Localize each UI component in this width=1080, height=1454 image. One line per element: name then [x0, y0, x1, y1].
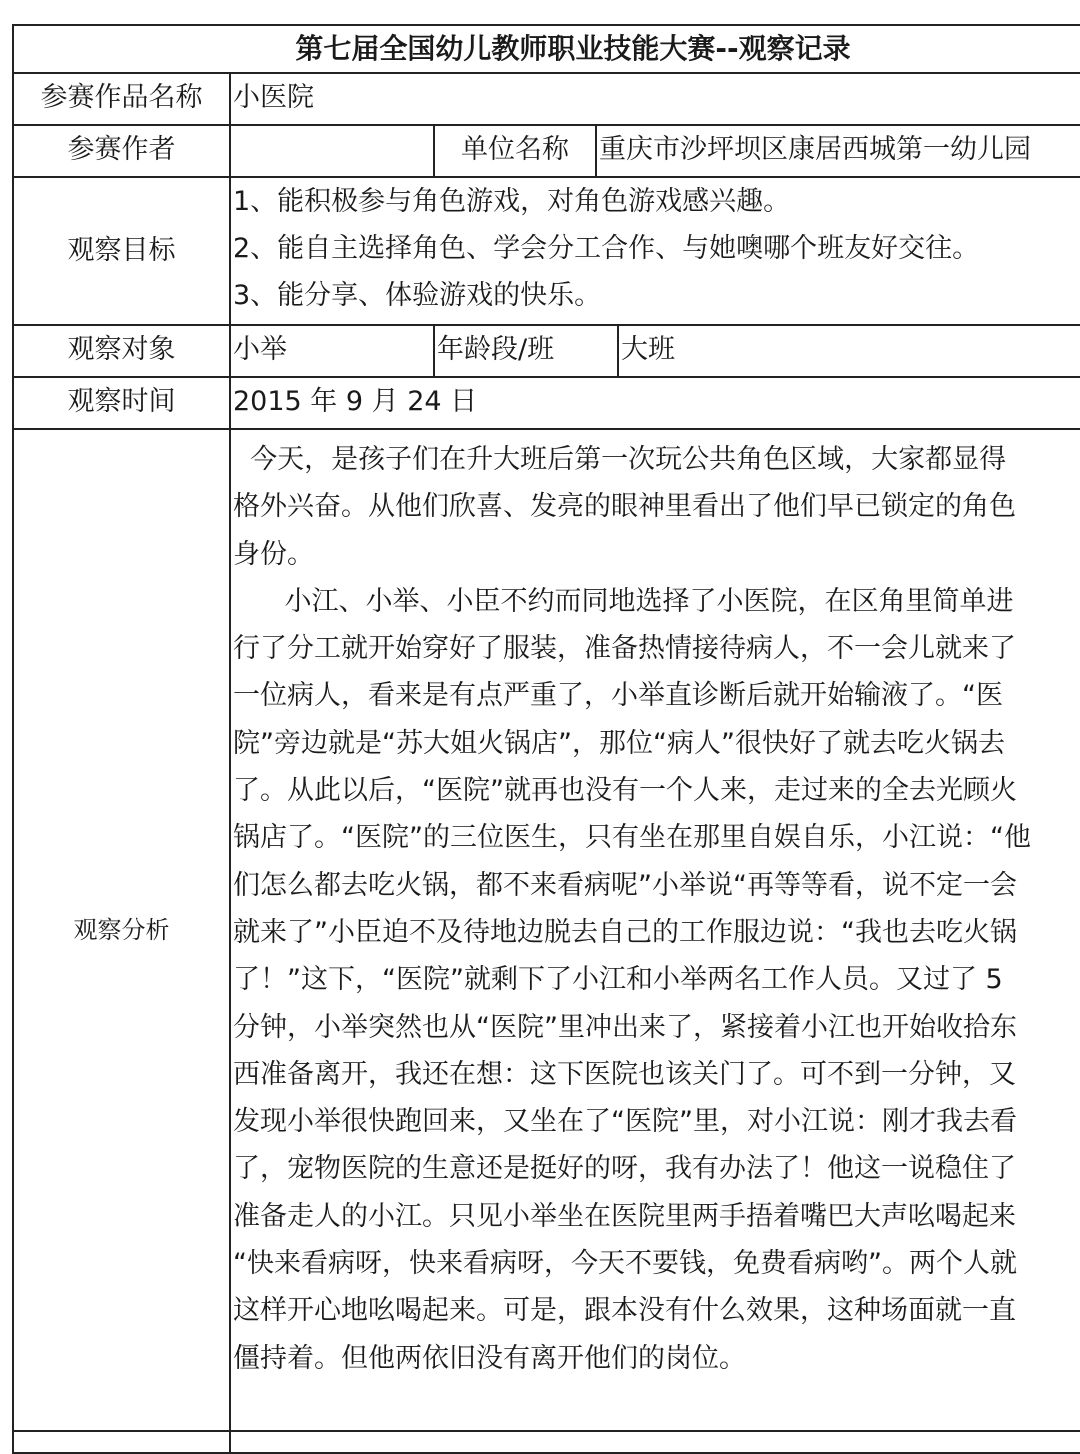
- goal-item: 2、能自主选择角色、学会分工合作、与她噢哪个班友好交往。: [233, 233, 980, 264]
- analysis-line: 了，宠物医院的生意还是挺好的呀，我有办法了！他这一说稳住了: [233, 1153, 1016, 1185]
- goal-label-text: 观察目标: [67, 235, 176, 266]
- analysis-line: 了。从此以后，“医院”就再也没有一个人来，走过来的全去光顾火: [233, 775, 1017, 807]
- analysis-line: 今天，是孩子们在升大班后第一次玩公共角色区域，大家都显得: [233, 444, 1007, 475]
- analysis-line: 发现小举很快跑回来，又坐在了“医院”里，对小江说：刚才我去看: [233, 1106, 1017, 1138]
- analysis-body: [231, 430, 1080, 1430]
- analysis-line: 分钟，小举突然也从“医院”里冲出来了，紧接着小江也开始收拾东: [233, 1011, 1017, 1043]
- analysis-line: 行了分工就开始穿好了服装，准备热情接待病人，不一会儿就来了: [233, 633, 1016, 665]
- goal-item: 3、能分享、体验游戏的快乐。: [233, 280, 602, 311]
- subject-row: [14, 326, 1080, 378]
- analysis-line: 锅店了。“医院”的三位医生，只有坐在那里自娱自乐，小江说：“他: [233, 822, 1031, 854]
- unit-value: 重庆市沙坪坝区康居西城第一幼儿园: [597, 126, 1080, 176]
- analysis-line: 就来了”小臣迫不及待地边脱去自己的工作服边说：“我也去吃火锅: [233, 916, 1017, 948]
- analysis-row: [14, 430, 1080, 1432]
- time-row: [14, 378, 1080, 430]
- analysis-line: 这样开心地吆喝起来。可是，跟本没有什么效果，这种场面就一直: [233, 1295, 1016, 1327]
- analysis-line: 格外兴奋。从他们欣喜、发亮的眼神里看出了他们早已锁定的角色: [233, 491, 1016, 523]
- analysis-line: 院”旁边就是“苏大姐火锅店”，那位“病人”很快好了就去吃火锅去: [233, 727, 1005, 759]
- author-value: [231, 126, 435, 176]
- author-row: [14, 126, 1080, 178]
- analysis-line: 了！”这下，“医院”就剩下了小江和小举两名工作人员。又过了 5: [233, 964, 1003, 996]
- author-label: 参赛作者: [14, 126, 231, 176]
- subject-value: 小举: [231, 326, 435, 376]
- time-value: 2015 年 9 月 24 日: [231, 378, 1080, 428]
- work-name-value: 小医院: [231, 74, 1080, 124]
- time-label: 观察时间: [14, 378, 231, 428]
- next-row: [14, 1432, 1080, 1454]
- title-row: [14, 26, 1080, 74]
- analysis-line: 身份。: [233, 538, 314, 570]
- analysis-line: 一位病人，看来是有点严重了，小举直诊断后就开始输液了。“医: [233, 680, 1003, 712]
- age-label: 年龄段/班: [435, 326, 619, 376]
- next-row-label: [14, 1432, 231, 1452]
- observation-record-table: [12, 24, 1080, 1454]
- analysis-line: “快来看病呀，快来看病呀，今天不要钱，免费看病哟”。两个人就: [233, 1248, 1017, 1280]
- analysis-line: 小江、小举、小臣不约而同地选择了小医院，在区角里简单进: [233, 585, 1014, 617]
- document-title: 第七届全国幼儿教师职业技能大赛--观察记录: [14, 26, 1080, 72]
- goal-label: [14, 178, 231, 324]
- age-value: 大班: [619, 326, 1080, 376]
- analysis-line: 准备走人的小江。只见小举坐在医院里两手捂着嘴巴大声吆喝起来: [233, 1200, 1016, 1232]
- goal-row: [14, 178, 1080, 326]
- goal-item: 1、能积极参与角色游戏，对角色游戏感兴趣。: [233, 186, 791, 217]
- subject-label: 观察对象: [14, 326, 231, 376]
- analysis-label-text: 观察分析: [73, 916, 170, 944]
- analysis-line: 僵持着。但他两依旧没有离开他们的岗位。: [233, 1342, 746, 1374]
- goal-items: [231, 178, 1080, 324]
- analysis-label: [14, 430, 231, 1430]
- next-row-value: [231, 1432, 1080, 1452]
- analysis-line: 们怎么都去吃火锅，都不来看病呢”小举说“再等等看，说不定一会: [233, 869, 1017, 901]
- unit-label: 单位名称: [435, 126, 597, 176]
- analysis-line: 西准备离开，我还在想：这下医院也该关门了。可不到一分钟，又: [233, 1058, 1016, 1090]
- work-name-label: 参赛作品名称: [14, 74, 231, 124]
- work-name-row: [14, 74, 1080, 126]
